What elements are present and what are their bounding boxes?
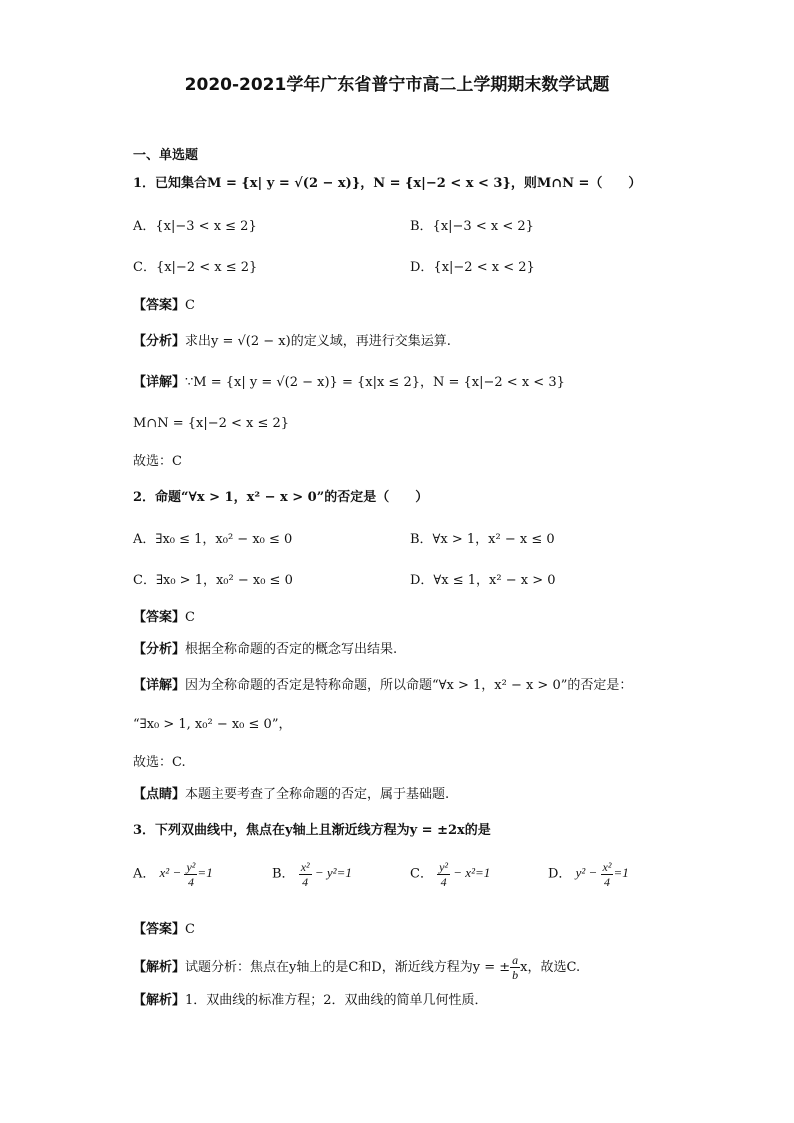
q3-analysis-line — [133, 953, 580, 982]
q3-option-c — [410, 860, 490, 889]
q2-comment-line — [133, 786, 449, 804]
answer-value: C — [185, 610, 195, 625]
q3-stem: 3．下列双曲线中，焦点在y轴上且渐近线方程为y = ±2x的是 — [133, 823, 491, 838]
formula: x² − $\frac{\text{y²}}{4}$ =1 — [159, 860, 213, 889]
option-label: C． — [410, 866, 433, 882]
analysis-tag: 【分析】 — [133, 334, 186, 349]
analysis-text: 1．双曲线的标准方程；2．双曲线的简单几何性质． — [185, 993, 488, 1008]
q1-detail-line — [133, 374, 565, 392]
fraction-denominator: b — [512, 968, 519, 982]
formula: $\frac{\text{y²}}{4}$ − x²=1 — [439, 860, 491, 889]
fraction: $\frac{\text{y²}}{4}$ — [186, 860, 196, 889]
q1-option-a: A．{x|−3 < x ≤ 2} — [133, 219, 257, 234]
detail-text: 因为全称命题的否定是特称命题，所以命题“∀x > 1，x² − x > 0”的否定是： — [185, 678, 633, 693]
q1-answer-line — [133, 297, 195, 315]
q2-analysis-line — [133, 641, 397, 659]
answer-tag: 【答案】 — [133, 610, 186, 625]
q1-detail-line-2: M∩N = {x|−2 < x ≤ 2} — [133, 416, 290, 431]
analysis-text-post: x，故选C. — [520, 960, 581, 975]
q2-option-b: B．∀x > 1，x² − x ≤ 0 — [410, 532, 555, 547]
analysis-tag: 【解析】 — [133, 993, 186, 1008]
q1-analysis-line — [133, 333, 451, 351]
q3-analysis-line-2 — [133, 992, 488, 1010]
analysis-tag: 【分析】 — [133, 642, 186, 657]
q2-option-d: D．∀x ≤ 1，x² − x > 0 — [410, 573, 556, 588]
fraction: $\frac{\text{x²}}{4}$ — [602, 860, 612, 889]
q3-option-a — [133, 860, 213, 889]
option-label: D． — [548, 866, 572, 882]
analysis-text: 求出y = √(2 − x)的定义域，再进行交集运算. — [185, 334, 451, 349]
formula: y² − $\frac{\text{x²}}{4}$ =1 — [575, 860, 629, 889]
q1-stem: 1．已知集合M = {x| y = √(2 − x)}，N = {x|−2 < x < 3}，则M∩N =（ ） — [133, 176, 642, 191]
q3-option-b — [272, 860, 352, 889]
detail-text: ∵M = {x| y = √(2 − x)} = {x|x ≤ 2}，N = {x|−2 < x < 3} — [185, 375, 565, 390]
q2-option-c: C．∃x₀ > 1，x₀² − x₀ ≤ 0 — [133, 573, 293, 588]
answer-value: C — [185, 922, 195, 937]
detail-tag: 【详解】 — [133, 678, 186, 693]
q1-choose: 故选：C — [133, 454, 182, 469]
section-heading: 一、单选题 — [133, 148, 199, 163]
analysis-text-pre: 试题分析：焦点在y轴上的是C和D，渐近线方程为y = ± — [185, 960, 511, 975]
page-title: 2020-2021学年广东省普宁市高二上学期期末数学试题 — [184, 75, 610, 95]
q1-option-b: B．{x|−3 < x < 2} — [410, 219, 534, 234]
q1-option-c: C．{x|−2 < x ≤ 2} — [133, 260, 258, 275]
option-label: A． — [133, 866, 156, 882]
asymptote-fraction — [510, 953, 520, 982]
q2-answer-line — [133, 609, 195, 627]
fraction-numerator: a — [512, 953, 519, 967]
answer-value: C — [185, 298, 195, 313]
q2-stem: 2．命题“∀x > 1，x² − x > 0”的否定是（ ） — [133, 490, 429, 505]
option-label: B． — [272, 866, 295, 882]
q2-detail-line — [133, 677, 632, 695]
formula: $\frac{\text{x²}}{4}$ − y²=1 — [300, 860, 352, 889]
analysis-tag: 【解析】 — [133, 960, 186, 975]
analysis-text: 根据全称命题的否定的概念写出结果. — [185, 642, 398, 657]
q2-choose: 故选：C. — [133, 755, 186, 770]
answer-tag: 【答案】 — [133, 298, 186, 313]
q3-option-d — [548, 860, 629, 889]
comment-tag: 【点睛】 — [133, 787, 186, 802]
comment-text: 本题主要考查了全称命题的否定，属于基础题. — [185, 787, 450, 802]
q1-option-d: D．{x|−2 < x < 2} — [410, 260, 535, 275]
q3-answer-line — [133, 921, 195, 939]
fraction: $\frac{\text{y²}}{4}$ — [439, 860, 449, 889]
q2-option-a: A．∃x₀ ≤ 1，x₀² − x₀ ≤ 0 — [133, 532, 293, 547]
fraction: $\frac{\text{x²}}{4}$ — [300, 860, 310, 889]
answer-tag: 【答案】 — [133, 922, 186, 937]
q2-detail-line-2: “∃x₀ > 1, x₀² − x₀ ≤ 0”， — [133, 717, 292, 732]
detail-tag: 【详解】 — [133, 375, 186, 390]
